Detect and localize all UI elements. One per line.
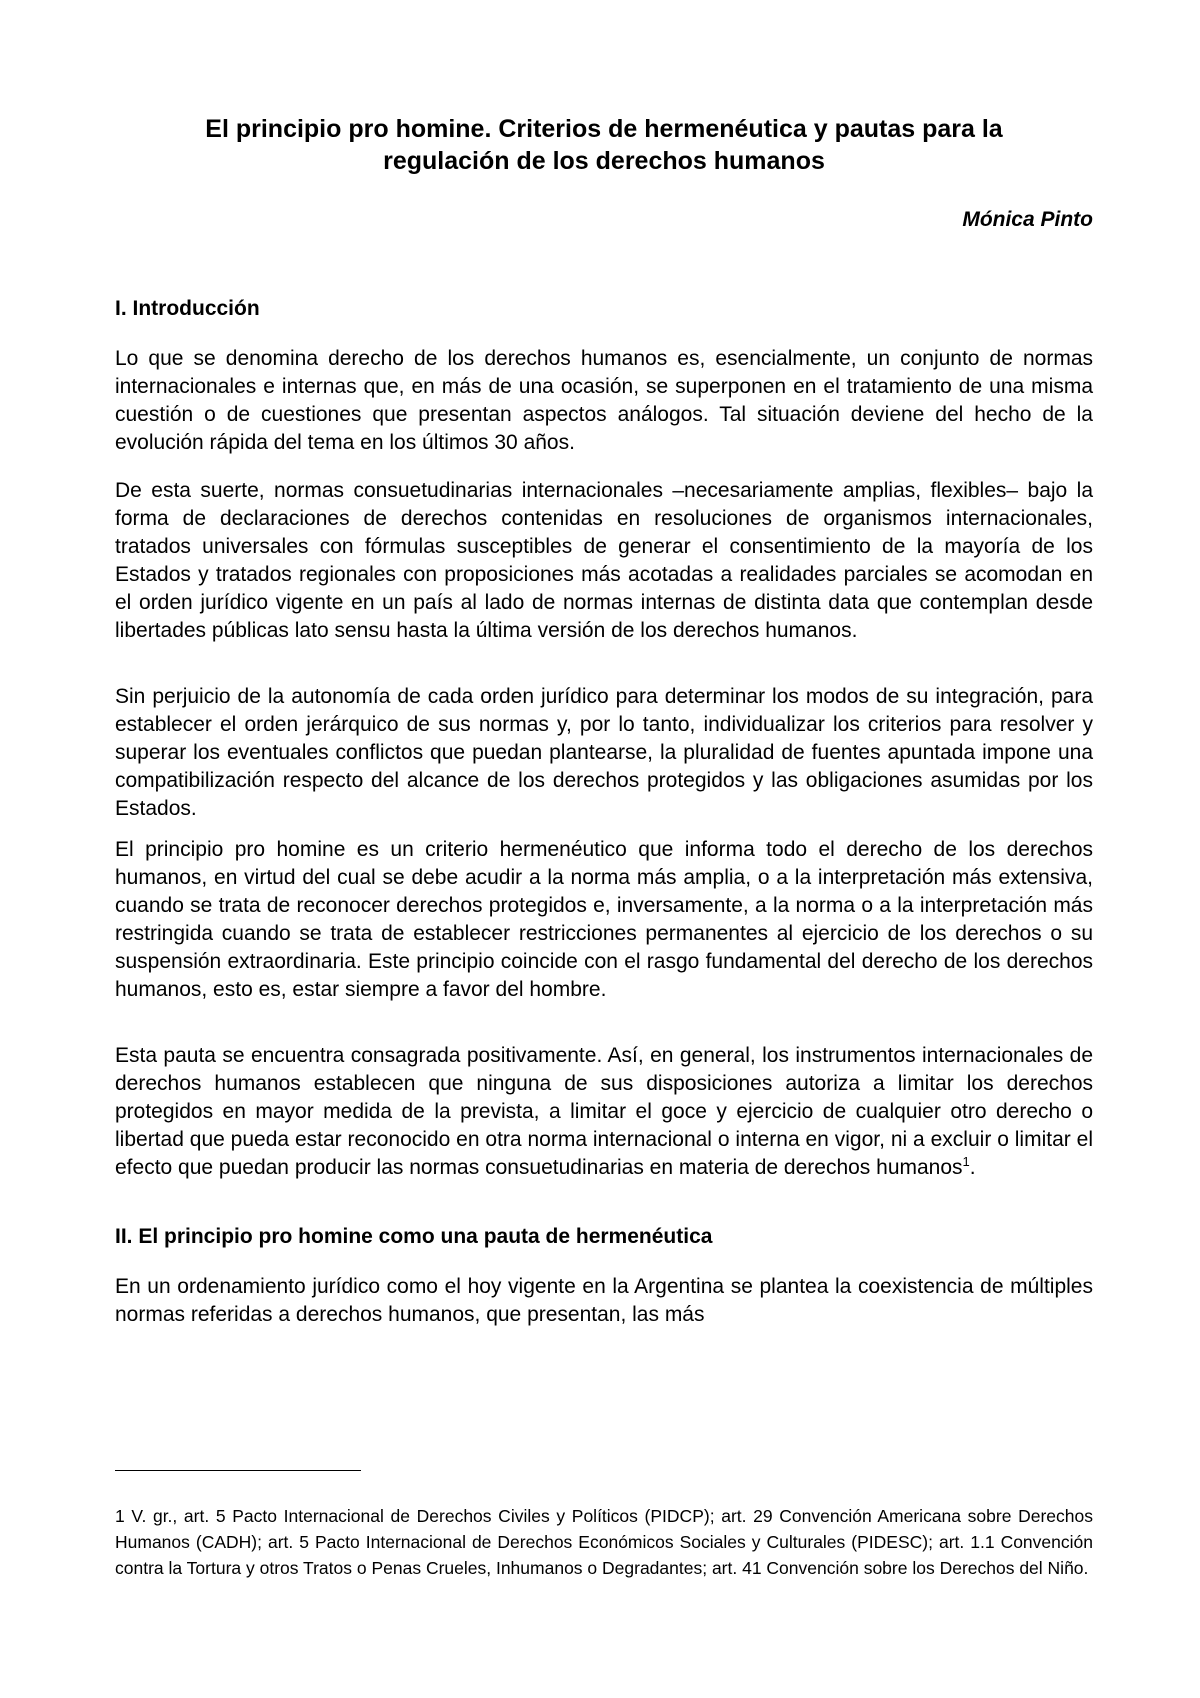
section-heading-principio: II. El principio pro homine como una pauta de hermenéutica [115,1225,713,1248]
title-line-2: regulación de los derechos humanos [383,147,825,175]
document-title [115,113,1093,177]
title-line-1: El principio pro homine. Criterios de hermenéutica y pautas para la [205,115,1003,143]
author-name: Mónica Pinto [962,208,1093,231]
paragraph-5-end: . [969,1156,976,1179]
paragraph-4: El principio pro homine es un criterio hermenéutico que informa todo el derecho de los derechos humanos, en virtud del cual se debe acudir a la norma más amplia, o a la interpretación más extensiva, cuando se trata de reconocer derechos protegidos e, inversamente, a la norma o a la interpretación más restringida cuando se trata de establecer restricciones permanentes al ejercicio de los derechos o su suspensión extraordinaria. Este principio coincide con el rasgo fundamental del derecho de los derechos humanos, esto es, estar siempre a favor del hombre. [115,838,1093,1001]
paragraph-2: De esta suerte, normas consuetudinarias internacionales –necesariamente amplias, flexibles– bajo la forma de declaraciones de derechos contenidas en resoluciones de organismos internacionales, tratados universales con fórmulas susceptibles de generar el consentimiento de la mayoría de los Estados y tratados regionales con proposiciones más acotadas a realidades parciales se acomodan en el orden jurídico vigente en un país al lado de normas internas de distinta data que contemplan desde libertades públicas lato sensu hasta la última versión de los derechos humanos. [115,479,1093,642]
paragraph-6: En un ordenamiento jurídico como el hoy vigente en la Argentina se plantea la coexistencia de múltiples normas referidas a derechos humanos, que presentan, las más [115,1275,1093,1326]
paragraph-5-text: Esta pauta se encuentra consagrada positivamente. Así, en general, los instrumentos internacionales de derechos humanos establecen que ninguna de sus disposiciones autoriza a limitar los derechos protegidos en mayor medida de la prevista, a limitar el goce y ejercicio de cualquier otro derecho o libertad que pueda estar reconocido en otra norma internacional o interna en vigor, ni a excluir o limitar el efecto que puedan producir las normas consuetudinarias en materia de derechos humanos [115,1044,1093,1179]
footnote-separator [115,1470,361,1471]
paragraph-1: Lo que se denomina derecho de los derechos humanos es, esencialmente, un conjunto de normas internacionales e internas que, en más de una ocasión, se superponen en el tratamiento de una misma cuestión o de cuestiones que presentan aspectos análogos. Tal situación deviene del hecho de la evolución rápida del tema en los últimos 30 años. [115,347,1093,454]
section-heading-introduccion: I. Introducción [115,297,260,320]
paragraph-5 [115,1042,1093,1182]
paragraph-3: Sin perjuicio de la autonomía de cada orden jurídico para determinar los modos de su integración, para establecer el orden jerárquico de sus normas y, por lo tanto, individualizar los criterios para resolver y superar los eventuales conflictos que puedan plantearse, la pluralidad de fuentes apuntada impone una compatibilización respecto del alcance de los derechos protegidos y las obligaciones asumidas por los Estados. [115,685,1093,820]
footnote-reference-1[interactable]: 1 [962,1154,970,1169]
footnote-1: 1 V. gr., art. 5 Pacto Internacional de Derechos Civiles y Políticos (PIDCP); art. 29 Convención Americana sobre Derechos Humanos (CADH); art. 5 Pacto Internacional de Derechos Económicos Sociales y Culturales (PIDESC); art. 1.1 Convención contra la Tortura y otros Tratos o Penas Crueles, Inhumanos o Degradantes; art. 41 Convención sobre los Derechos del Niño. [115,1506,1093,1578]
